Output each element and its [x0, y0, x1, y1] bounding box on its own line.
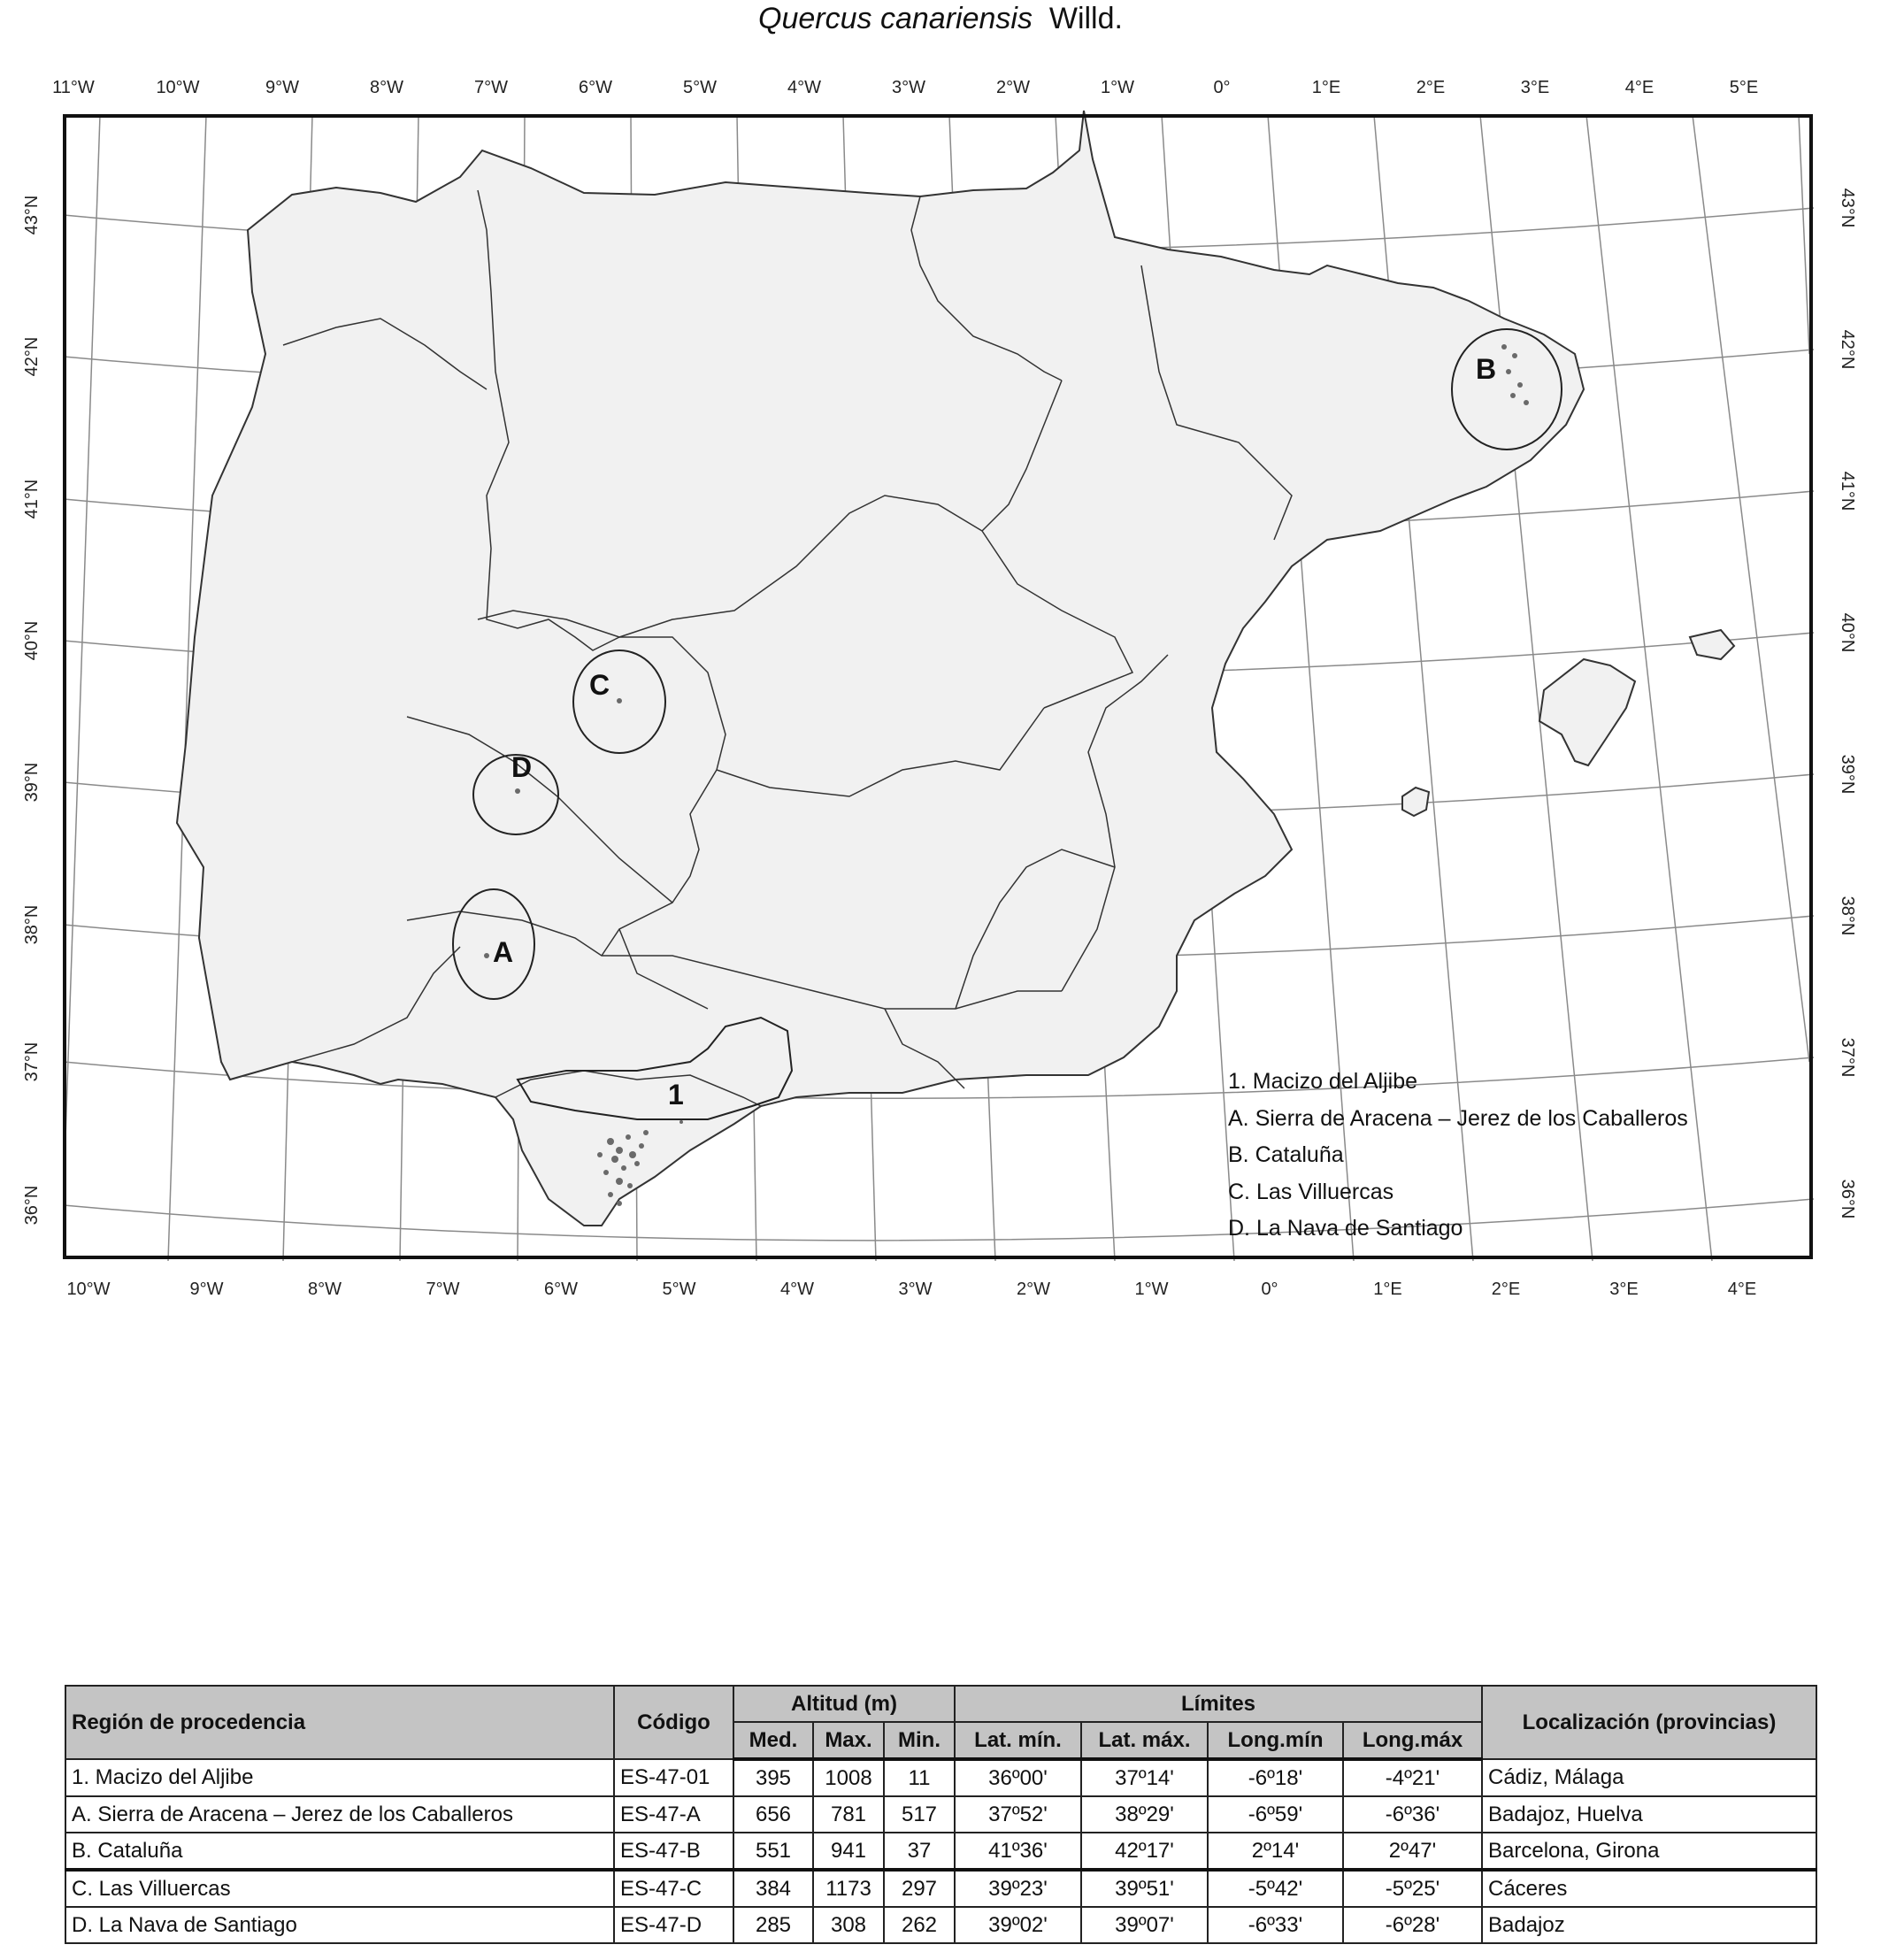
cell-location: Cáceres	[1482, 1870, 1816, 1907]
top-lon-tick-label: 1°E	[1311, 78, 1341, 97]
top-lon-tick-label: 3°W	[892, 78, 925, 97]
left-lat-tick-label: 41°N	[22, 479, 42, 519]
bottom-lon-tick-label: 9°W	[189, 1280, 224, 1299]
header-max: Max.	[813, 1722, 884, 1759]
header-location: Localización (provincias)	[1482, 1686, 1816, 1759]
bottom-lon-tick-label: 3°W	[898, 1280, 933, 1299]
cell-location: Barcelona, Girona	[1482, 1833, 1816, 1870]
bottom-lon-tick-label: 4°W	[780, 1280, 814, 1299]
cell-min: 297	[884, 1870, 955, 1907]
species-author: Willd.	[1048, 2, 1123, 35]
cell-region: 1. Macizo del Aljibe	[65, 1759, 614, 1796]
cell-lat-min: 39º23'	[955, 1870, 1081, 1907]
cell-lat-max: 39º51'	[1081, 1870, 1208, 1907]
cell-long-min: -5º42'	[1208, 1870, 1343, 1907]
cell-code: ES-47-01	[614, 1759, 733, 1796]
menorca	[1690, 630, 1734, 659]
cell-med: 656	[733, 1796, 813, 1833]
cell-region: B. Cataluña	[65, 1833, 614, 1870]
iberian-peninsula	[177, 111, 1584, 1226]
bottom-lon-tick-label: 3°E	[1609, 1280, 1639, 1299]
cell-med: 285	[733, 1907, 813, 1943]
left-lat-tick-label: 40°N	[22, 620, 42, 661]
legend-item-1: 1. Macizo del Aljibe	[1228, 1069, 1418, 1094]
bottom-lon-tick-label: 7°W	[426, 1280, 460, 1299]
species-name: Quercus canariensis	[758, 2, 1033, 35]
top-lon-tick-label: 5°W	[683, 78, 717, 97]
table-row	[65, 1833, 1816, 1870]
cell-lat-min: 37º52'	[955, 1796, 1081, 1833]
top-longitude-ticks	[52, 78, 1758, 97]
header-med: Med.	[733, 1722, 813, 1759]
right-lat-tick-label: 42°N	[1838, 329, 1857, 370]
cell-code: ES-47-D	[614, 1907, 733, 1943]
cell-max: 1173	[813, 1870, 884, 1907]
top-lon-tick-label: 7°W	[474, 78, 508, 97]
legend-item-c: C. Las Villuercas	[1228, 1180, 1394, 1204]
cell-max: 941	[813, 1833, 884, 1870]
header-long-min: Long.mín	[1208, 1722, 1343, 1759]
bottom-lon-tick-label: 10°W	[66, 1280, 111, 1299]
header-long-max: Long.máx	[1343, 1722, 1482, 1759]
region-label-b: B	[1476, 353, 1497, 385]
bottom-lon-tick-label: 2°W	[1017, 1280, 1050, 1299]
left-lat-tick-label: 37°N	[22, 1041, 42, 1082]
provenance-table	[65, 1685, 1817, 1944]
legend-item-a: A. Sierra de Aracena – Jerez de los Caballeros	[1228, 1106, 1688, 1131]
cell-region: C. Las Villuercas	[65, 1870, 614, 1907]
cell-long-min: -6º33'	[1208, 1907, 1343, 1943]
region-label-1: 1	[668, 1079, 684, 1111]
header-lat-min: Lat. mín.	[955, 1722, 1081, 1759]
header-limits: Límites	[955, 1686, 1482, 1722]
cell-long-min: -6º18'	[1208, 1759, 1343, 1796]
cell-med: 551	[733, 1833, 813, 1870]
legend-item-d: D. La Nava de Santiago	[1228, 1216, 1463, 1241]
cell-code: ES-47-C	[614, 1870, 733, 1907]
cell-lat-min: 41º36'	[955, 1833, 1081, 1870]
cell-med: 395	[733, 1759, 813, 1796]
bottom-lon-tick-label: 8°W	[308, 1280, 342, 1299]
top-lon-tick-label: 10°W	[156, 78, 200, 97]
left-latitude-ticks	[22, 196, 42, 1226]
cell-location: Cádiz, Málaga	[1482, 1759, 1816, 1796]
right-lat-tick-label: 36°N	[1838, 1179, 1857, 1219]
top-lon-tick-label: 5°E	[1729, 78, 1759, 97]
top-lon-tick-label: 6°W	[579, 78, 612, 97]
top-lon-tick-label: 9°W	[265, 78, 299, 97]
cell-long-max: -5º25'	[1343, 1870, 1482, 1907]
right-lat-tick-label: 39°N	[1838, 754, 1857, 795]
legend-item-b: B. Cataluña	[1228, 1142, 1344, 1167]
cell-lat-max: 37º14'	[1081, 1759, 1208, 1796]
top-lon-tick-label: 2°E	[1416, 78, 1446, 97]
cell-long-max: 2º47'	[1343, 1833, 1482, 1870]
right-latitude-ticks	[1838, 188, 1857, 1219]
cell-max: 308	[813, 1907, 884, 1943]
top-lon-tick-label: 11°W	[52, 78, 95, 97]
table-row	[65, 1907, 1816, 1943]
right-lat-tick-label: 43°N	[1838, 188, 1857, 228]
right-lat-tick-label: 41°N	[1838, 471, 1857, 511]
top-lon-tick-label: 2°W	[996, 78, 1030, 97]
bottom-lon-tick-label: 2°E	[1491, 1280, 1521, 1299]
table-row	[65, 1759, 1816, 1796]
cell-lat-max: 42º17'	[1081, 1833, 1208, 1870]
cell-code: ES-47-A	[614, 1796, 733, 1833]
cell-lat-max: 38º29'	[1081, 1796, 1208, 1833]
top-lon-tick-label: 3°E	[1520, 78, 1550, 97]
bottom-lon-tick-label: 0°	[1261, 1280, 1278, 1299]
bottom-lon-tick-label: 1°E	[1373, 1280, 1402, 1299]
cell-lat-max: 39º07'	[1081, 1907, 1208, 1943]
cell-long-max: -4º21'	[1343, 1759, 1482, 1796]
cell-code: ES-47-B	[614, 1833, 733, 1870]
header-region: Región de procedencia	[65, 1686, 614, 1759]
legend	[1228, 1069, 1688, 1241]
left-lat-tick-label: 38°N	[22, 904, 42, 945]
cell-long-min: -6º59'	[1208, 1796, 1343, 1833]
top-lon-tick-label: 4°W	[787, 78, 821, 97]
cell-location: Badajoz, Huelva	[1482, 1796, 1816, 1833]
table-row	[65, 1796, 1816, 1833]
region-label-d: D	[511, 751, 533, 783]
cell-long-max: -6º36'	[1343, 1796, 1482, 1833]
right-lat-tick-label: 37°N	[1838, 1037, 1857, 1078]
header-code: Código	[614, 1686, 733, 1759]
bottom-lon-tick-label: 5°W	[662, 1280, 696, 1299]
cell-long-min: 2º14'	[1208, 1833, 1343, 1870]
cell-location: Badajoz	[1482, 1907, 1816, 1943]
bottom-lon-tick-label: 6°W	[544, 1280, 578, 1299]
ibiza	[1402, 788, 1429, 816]
left-lat-tick-label: 43°N	[22, 195, 42, 235]
header-min: Min.	[884, 1722, 955, 1759]
cell-med: 384	[733, 1870, 813, 1907]
cell-min: 37	[884, 1833, 955, 1870]
cell-long-max: -6º28'	[1343, 1907, 1482, 1943]
bottom-longitude-ticks	[66, 1280, 1756, 1299]
cell-min: 517	[884, 1796, 955, 1833]
left-lat-tick-label: 42°N	[22, 336, 42, 377]
region-label-c: C	[589, 669, 610, 701]
bottom-lon-tick-label: 4°E	[1727, 1280, 1757, 1299]
mallorca	[1539, 659, 1635, 765]
cell-max: 781	[813, 1796, 884, 1833]
top-lon-tick-label: 1°W	[1101, 78, 1134, 97]
table-row	[65, 1870, 1816, 1907]
cell-lat-min: 36º00'	[955, 1759, 1081, 1796]
cell-region: D. La Nava de Santiago	[65, 1907, 614, 1943]
cell-min: 262	[884, 1907, 955, 1943]
header-lat-max: Lat. máx.	[1081, 1722, 1208, 1759]
right-lat-tick-label: 38°N	[1838, 895, 1857, 936]
left-lat-tick-label: 36°N	[22, 1185, 42, 1226]
right-lat-tick-label: 40°N	[1838, 612, 1857, 653]
top-lon-tick-label: 8°W	[370, 78, 403, 97]
header-altitude: Altitud (m)	[733, 1686, 955, 1722]
region-label-a: A	[493, 936, 514, 968]
cell-min: 11	[884, 1759, 955, 1796]
top-lon-tick-label: 4°E	[1624, 78, 1655, 97]
left-lat-tick-label: 39°N	[22, 762, 42, 803]
cell-max: 1008	[813, 1759, 884, 1796]
top-lon-tick-label: 0°	[1213, 78, 1231, 97]
cell-region: A. Sierra de Aracena – Jerez de los Caballeros	[65, 1796, 614, 1833]
cell-lat-min: 39º02'	[955, 1907, 1081, 1943]
bottom-lon-tick-label: 1°W	[1134, 1280, 1169, 1299]
